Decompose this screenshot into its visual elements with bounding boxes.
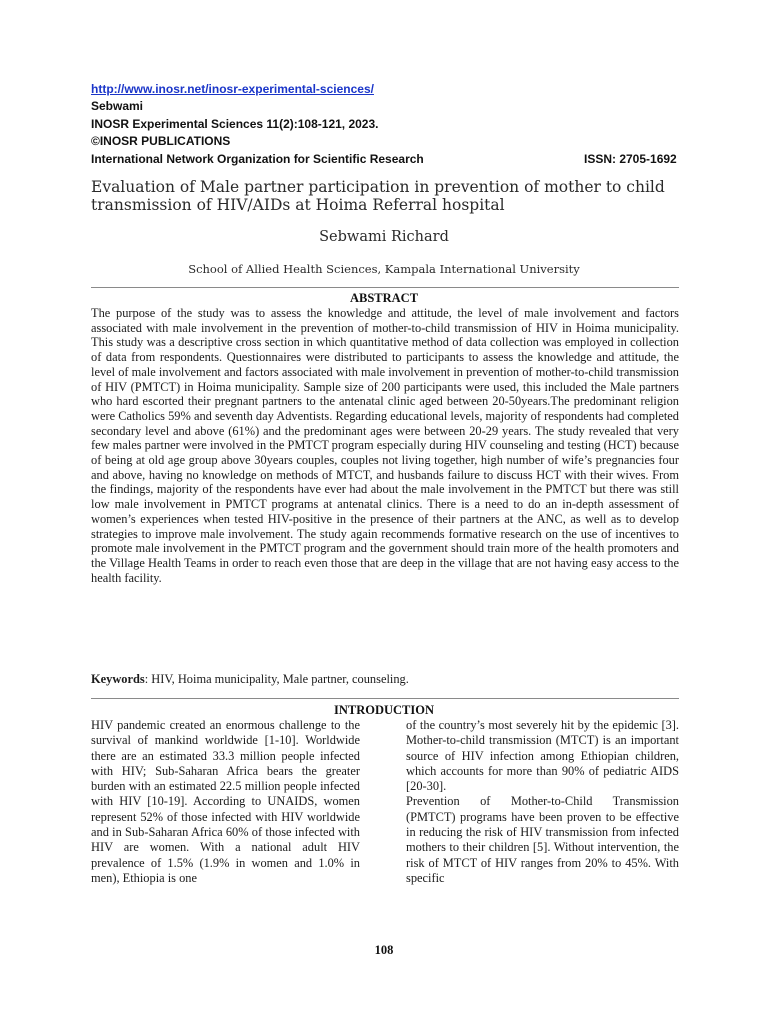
- intro-paragraph-left: HIV pandemic created an enormous challenge to the survival of mankind worldwide [1-10]. Worldwide there are an estimated 33.3 million people infected with HIV; Sub-Saharan Africa bears the greater burden with an estimated 22.5 million people infected with HIV [10-19]. According to UNAIDS, women represent 52% of those infected with HIV worldwide and in Sub-Saharan Africa 60% of those infected with HIV are women. With a national adult HIV prevalence of 1.5% (1.9% in women and 1.0% in men), Ethiopia is one: [91, 718, 360, 885]
- issn-label: ISSN: 2705-1692: [584, 152, 677, 166]
- organization-name: International Network Organization for Scientific Research: [91, 152, 424, 166]
- author-affiliation: School of Allied Health Sciences, Kampala International University: [188, 262, 580, 276]
- publisher-line: ©INOSR PUBLICATIONS: [91, 134, 231, 148]
- journal-citation: INOSR Experimental Sciences 11(2):108-121, 2023.: [91, 117, 379, 131]
- abstract-text: The purpose of the study was to assess the knowledge and attitude, the level of male involvement and factors associated with male involvement in the prevention of mother-to-child transmission of HIV in Hoima municipality. This study was a descriptive cross section in which quantitative method of data collection was employed in collection of data from respondents. Questionnaires were distributed to participants to assess the knowledge and attitude, the level of male involvement and factors associated with male involvement in prevention of mother-to-child transmission of HIV (PMTCT) in Hoima municipality. Sample size of 200 participants were used, this included the Male partners who hard escorted their pregnant partners to the antenatal clinic aged between 20-50years.The predominant religion were Catholics 59% and seventh day Adventists. Regarding educational levels, majority of respondents had completed secondary level and above (61%) and the predominant ages were between 20-29 years. The study revealed that very few males partner were involved in the PMTCT program especially during HIV counseling and testing (HCT) because of being at old age group above 30years couples, couples not living together, high number of wife’s pregnancies four and above, having no knowledge on methods of MTCT, and husbands failure to discuss HCT with their wives. From the findings, majority of the respondents have ever had about the male involvement in the PMTCT but there was still low male involvement in PMTCT programs at antenatal clinics. There is a need to do an in-depth assessment of women’s experiences when tested HIV-positive in the presence of their partners at the ANC, as well as to develop strategies to improve male involvement. The study again recommends formative research on the use of incentives to promote male involvement in the PMTCT program and the government should train more of the health promoters and the Village Health Teams in order to reach even those that are deep in the village that are not having easy access to the health facility.: [91, 306, 679, 585]
- abstract-top-rule: [91, 287, 679, 288]
- running-author: Sebwami: [91, 99, 144, 113]
- introduction-left-column: [91, 718, 360, 886]
- intro-paragraph-right-1: of the country’s most severely hit by the epidemic [3]. Mother-to-child transmission (MTCT) is an important source of HIV infection among Ethiopian children, which accounts for more than 90% of pediatric AIDS [20-30].: [406, 718, 679, 794]
- introduction-top-rule: [91, 698, 679, 699]
- keywords-text: : HIV, Hoima municipality, Male partner, counseling.: [144, 672, 409, 686]
- abstract-heading: ABSTRACT: [349, 291, 419, 305]
- article-title: Evaluation of Male partner participation in prevention of mother to child transmission of HIV/AIDs at Hoima Referral hospital: [91, 178, 665, 214]
- keywords-line: [91, 672, 679, 687]
- introduction-heading: INTRODUCTION: [333, 703, 434, 717]
- article-author: Sebwami Richard: [319, 229, 449, 245]
- journal-url-link[interactable]: http://www.inosr.net/inosr-experimental-sciences/: [91, 82, 374, 96]
- introduction-right-column: [406, 718, 679, 886]
- page-number: 108: [374, 943, 394, 957]
- keywords-label: Keywords: [91, 672, 145, 686]
- intro-paragraph-right-2: Prevention of Mother-to-Child Transmission (PMTCT) programs have been proven to be effective in reducing the risk of HIV transmission from infected mothers to their children [5]. Without intervention, the risk of MTCT of HIV ranges from 20% to 45%. With specific: [406, 794, 679, 885]
